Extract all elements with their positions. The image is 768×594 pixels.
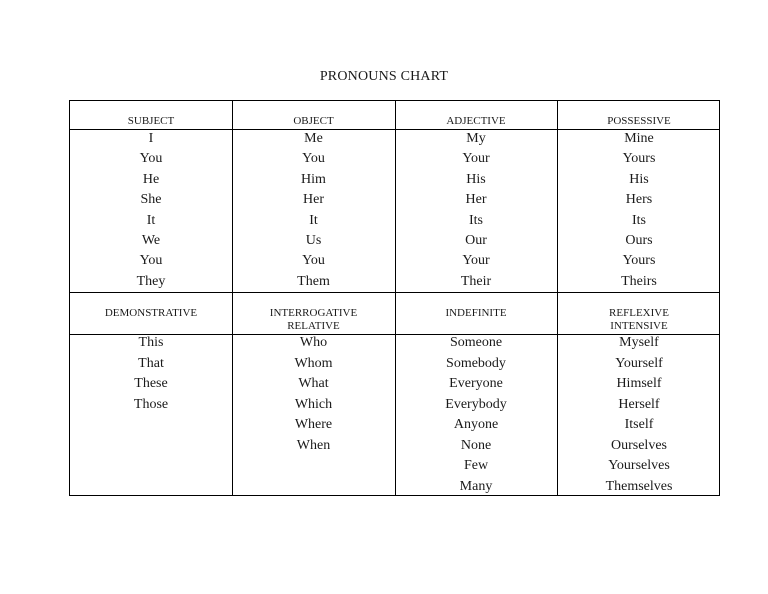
pronoun-cell: What [298, 376, 329, 391]
pronoun-cell: Who [299, 335, 328, 350]
pronoun-cell: Myself [619, 335, 659, 350]
pronoun-cell: Ours [625, 233, 653, 248]
bottom-header-interrogative: INTERROGATIVE [269, 307, 358, 319]
pronoun-cell: Hers [625, 192, 653, 208]
pronoun-cell: Anyone [453, 417, 499, 432]
pronoun-cell: Its [469, 212, 483, 228]
pronoun-cell: Everyone [449, 376, 503, 391]
pronoun-cell: My [466, 131, 486, 146]
pronoun-cell: Her [465, 192, 487, 208]
pronoun-cell: None [460, 437, 492, 453]
pronoun-cell: You [139, 253, 163, 269]
top-header-adjective: ADJECTIVE [446, 115, 506, 127]
pronoun-cell: Your [462, 253, 490, 269]
pronouns-table [69, 100, 720, 496]
pronoun-cell: Mine [624, 131, 654, 146]
pronoun-cell: Where [294, 417, 333, 432]
pronoun-cell: Yours [622, 151, 656, 167]
pronoun-cell: They [136, 273, 166, 289]
pronoun-cell: Our [465, 233, 487, 248]
pronoun-cell: Many [459, 478, 493, 494]
pronoun-cell: Him [301, 171, 326, 187]
pronoun-cell: Few [463, 458, 489, 473]
pronoun-cell: You [139, 151, 163, 167]
pronoun-cell: Someone [449, 335, 503, 350]
top-header-possessive: POSSESSIVE [607, 115, 671, 127]
pronoun-cell: These [134, 376, 168, 391]
pronoun-cell: His [629, 171, 649, 187]
pronoun-cell: She [140, 192, 162, 208]
pronoun-cell: Yourself [615, 355, 663, 371]
pronoun-cell: Itself [624, 417, 654, 432]
pronoun-cell: Themselves [605, 478, 673, 494]
pronoun-cell: Us [305, 233, 322, 248]
pronoun-cell: Yours [622, 253, 656, 269]
pronoun-cell: Me [304, 131, 323, 146]
bottom-header-demonstrative: DEMONSTRATIVE [104, 307, 198, 319]
pronoun-cell: Those [133, 396, 169, 412]
pronoun-cell: I [148, 131, 154, 146]
pronoun-cell: Everybody [445, 396, 507, 412]
pronoun-cell: It [146, 212, 156, 228]
pronoun-cell: Herself [618, 396, 660, 412]
pronoun-cell: Himself [616, 376, 662, 391]
pronoun-cell: Yourselves [608, 458, 670, 473]
pronoun-cell: Her [303, 192, 324, 208]
top-header-object: OBJECT [293, 115, 334, 127]
pronoun-cell: You [302, 253, 325, 269]
pronoun-cell: We [141, 233, 161, 248]
pronoun-cell: Its [632, 212, 646, 228]
pronoun-cell: His [466, 171, 486, 187]
pronoun-cell: Their [460, 273, 492, 289]
page-title: PRONOUNS CHART [319, 69, 449, 84]
pronoun-cell: Somebody [446, 355, 506, 371]
pronoun-cell: Theirs [621, 273, 657, 289]
pronoun-cell: When [296, 437, 331, 453]
pronoun-cell: It [309, 212, 318, 228]
pronoun-cell: This [138, 335, 164, 350]
top-header-subject: SUBJECT [127, 115, 175, 127]
bottom-header-reflexive: INTENSIVE [610, 320, 668, 332]
pronoun-cell: Them [297, 273, 330, 289]
bottom-header-indefinite: INDEFINITE [445, 307, 507, 319]
bottom-header-interrogative: RELATIVE [287, 320, 340, 332]
pronoun-cell: You [302, 151, 325, 167]
pronoun-cell: Whom [294, 355, 333, 371]
pronoun-cell: He [142, 171, 160, 187]
pronoun-cell: Your [462, 151, 490, 167]
pronoun-cell: That [138, 355, 164, 371]
pronoun-cell: Which [294, 396, 333, 412]
pronoun-cell: Ourselves [611, 437, 667, 453]
bottom-header-reflexive: REFLEXIVE [609, 307, 669, 319]
